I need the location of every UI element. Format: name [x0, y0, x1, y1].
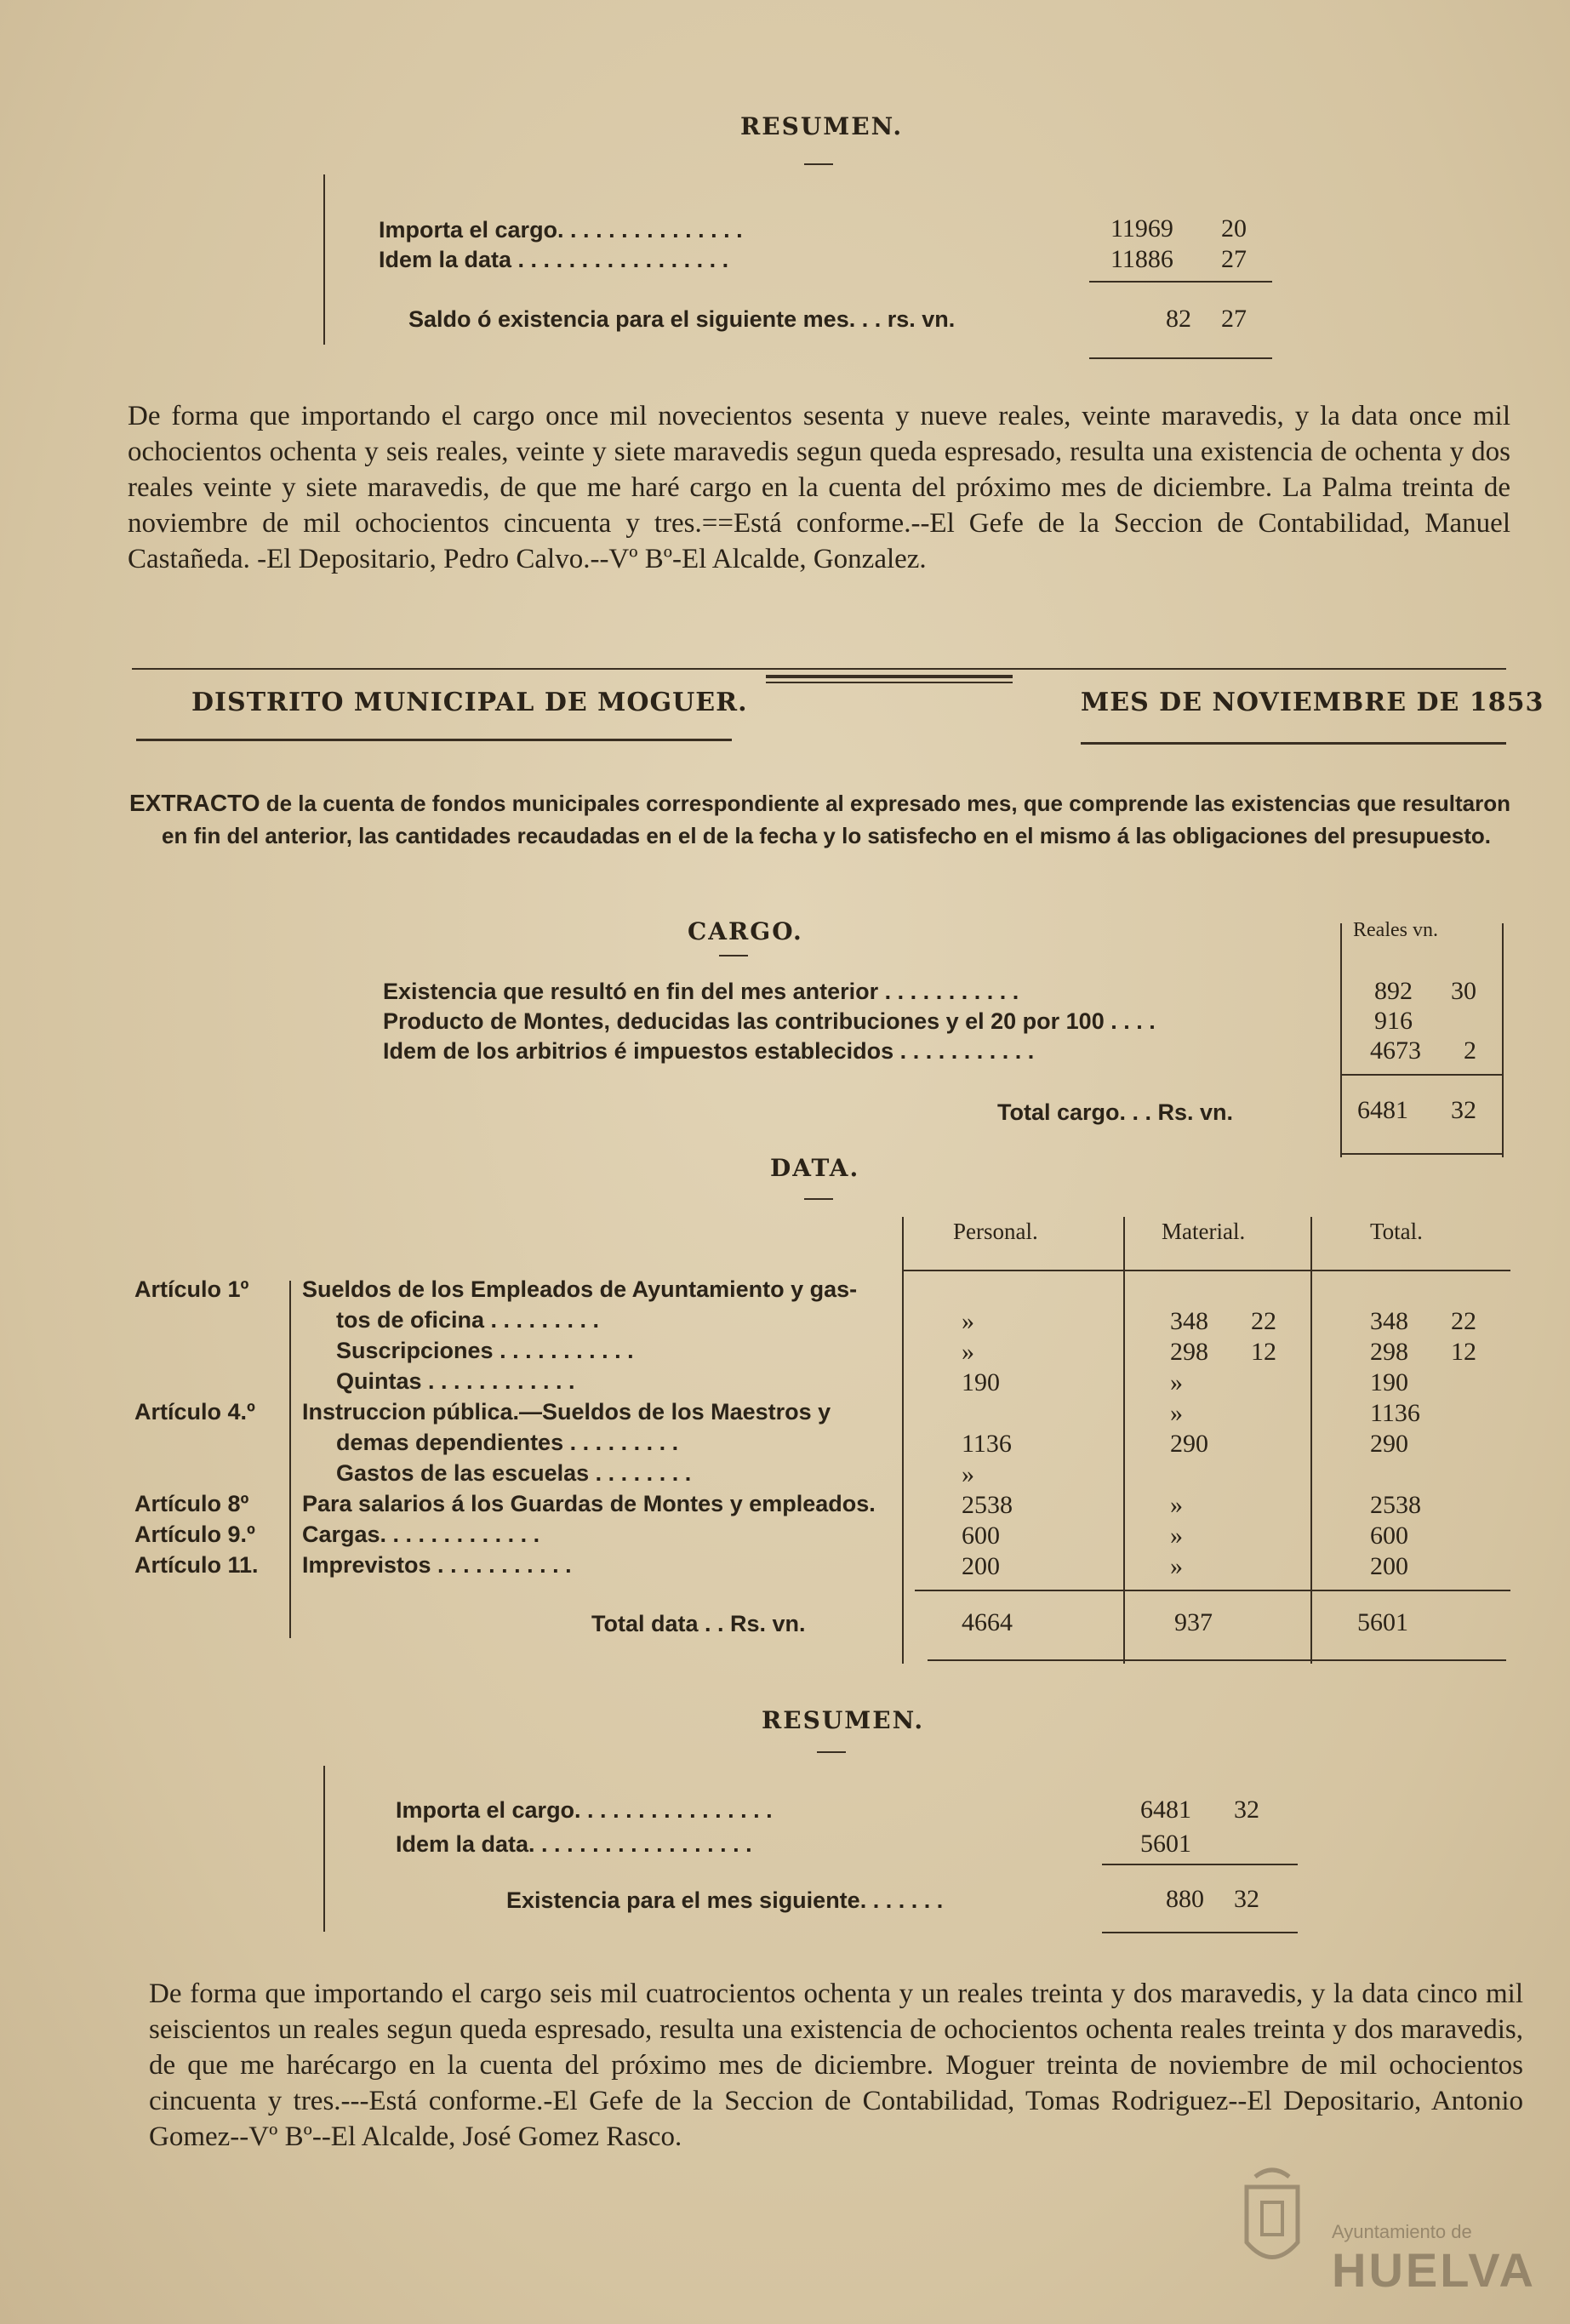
coat-of-arms-icon	[1234, 2161, 1310, 2281]
data-row-personal: 600	[962, 1522, 1000, 1550]
column-divider	[323, 1766, 325, 1932]
resumen2-existencia-amount: 880	[1166, 1885, 1204, 1913]
data-row-label: Sueldos de los Empleados de Ayuntamiento y gas-	[302, 1276, 858, 1302]
data-total-label: Total data . . Rs. vn.	[591, 1611, 806, 1636]
ornament-rule	[1081, 742, 1506, 745]
cargo-total-label: Total cargo. . . Rs. vn.	[997, 1099, 1234, 1125]
data-row-total: 190	[1370, 1368, 1408, 1396]
resumen1-cargo-label: Importa el cargo. . . . . . . . . . . . . . .	[379, 217, 743, 243]
sum-rule	[928, 1659, 1506, 1661]
cargo-column-header: Reales vn.	[1353, 919, 1438, 941]
district-name: DISTRITO MUNICIPAL DE MOGUER.	[191, 688, 748, 717]
data-row-label: Quintas . . . . . . . . . . . .	[336, 1368, 575, 1394]
header-material: Material.	[1162, 1219, 1246, 1244]
data-row-total: 298	[1370, 1338, 1408, 1366]
sum-rule	[1089, 281, 1272, 283]
data-total-total: 5601	[1357, 1608, 1408, 1636]
data-row-personal: »	[962, 1460, 974, 1488]
data-column-line	[1310, 1217, 1312, 1664]
resumen1-data-mrs: 27	[1221, 245, 1247, 273]
resumen1-cargo-amount: 11969	[1110, 214, 1173, 243]
cargo-column-line	[1340, 923, 1342, 1157]
closing-paragraph-la-palma: De forma que importando el cargo once mil novecientos sesenta y nueve reales, veinte maravedis, y la data once mil ochocientos ochenta y seis reales, veinte y siete maravedis segun queda espresado, resulta una existencia de ochenta y dos reales veinte y siete maravedis, de que me haré cargo en la cuenta del próximo mes de diciembre. La Palma treinta de noviembre de mil ochocientos cincuenta y tres.==Está conforme.--El Gefe de la Seccion de Contabilidad, Manuel Castañeda. -El Depositario, Pedro Calvo.--Vº Bº-El Alcalde, Gonzalez.	[128, 401, 1510, 574]
resumen2-cargo-mrs: 32	[1234, 1796, 1259, 1824]
data-row-personal: 190	[962, 1368, 1000, 1396]
sum-rule	[1102, 1932, 1298, 1933]
resumen2-title: RESUMEN.	[762, 1706, 925, 1734]
data-row-label: Suscripciones . . . . . . . . . . .	[336, 1338, 634, 1363]
extracto-text: de la cuenta de fondos municipales correspondiente al expresado mes, que comprende las existencias que resultaron en fin del anterior, las cantidades recaudadas en el de la fecha y lo satisfecho en el mismo á las obligaciones del presupuesto.	[162, 791, 1510, 848]
data-row-material-mrs: 22	[1251, 1307, 1276, 1335]
data-row-total: 200	[1370, 1552, 1408, 1580]
data-column-line	[1123, 1217, 1125, 1664]
cargo-row: Idem de los arbitrios é impuestos establecidos . . . . . . . . . . .	[383, 1038, 1035, 1064]
data-total-material: 937	[1174, 1608, 1213, 1636]
sum-rule	[1340, 1074, 1504, 1076]
data-row-label: demas dependientes . . . . . . . . .	[336, 1430, 679, 1455]
extracto-paragraph	[129, 787, 1540, 852]
cargo-column-line	[1502, 923, 1504, 1157]
resumen1-saldo-mrs: 27	[1221, 305, 1247, 333]
extracto-lead: EXTRACTO	[129, 790, 260, 816]
data-row-material: »	[1170, 1552, 1183, 1580]
data-row-label: Instruccion pública.—Sueldos de los Maestros y	[302, 1399, 831, 1425]
cargo-title: CARGO.	[688, 917, 803, 945]
data-row-article: Artículo 8º	[134, 1491, 249, 1516]
watermark-city: HUELVA	[1332, 2243, 1536, 2297]
title-rule	[719, 955, 748, 956]
header-total: Total.	[1370, 1219, 1423, 1244]
data-column-line	[902, 1217, 904, 1664]
data-row-personal: »	[962, 1307, 974, 1335]
data-row-total-mrs: 22	[1451, 1307, 1476, 1335]
sum-rule	[1102, 1864, 1298, 1865]
article-column-line	[289, 1281, 291, 1638]
ornament-rule	[766, 675, 1013, 678]
cargo-row-amount: 916	[1374, 1007, 1413, 1035]
resumen2-existencia-label: Existencia para el mes siguiente. . . . . . .	[506, 1887, 944, 1913]
resumen2-data-amount: 5601	[1140, 1830, 1191, 1858]
district-month: MES DE NOVIEMBRE DE 1853	[1081, 688, 1544, 717]
cargo-row-mrs: 2	[1464, 1036, 1476, 1065]
data-row-material: 298	[1170, 1338, 1208, 1366]
closing-paragraph-moguer: De forma que importando el cargo seis mil cuatrocientos ochenta y un reales treinta y dos maravedis, y la data cinco mil seiscientos un reales segun queda espresado, resulta una existencia de ochocientos ochenta reales treinta y dos maravedis, de que me harécargo en la cuenta del próximo mes de diciembre. Moguer treinta de noviembre de mil ochocientos cincuenta y tres.---Está conforme.-El Gefe de la Seccion de Contabilidad, Tomas Rodriguez--El Depositario, Antonio Gomez--Vº Bº--El Alcalde, José Gomez Rasco.	[149, 1979, 1523, 2152]
ornament-rule	[136, 739, 732, 741]
data-row-material: »	[1170, 1522, 1183, 1550]
header-personal: Personal.	[953, 1219, 1038, 1244]
section-divider	[132, 668, 1506, 670]
data-row-total: 348	[1370, 1307, 1408, 1335]
data-row-label: Imprevistos . . . . . . . . . . .	[302, 1552, 572, 1578]
data-row-personal: 200	[962, 1552, 1000, 1580]
cargo-row-mrs: 30	[1451, 977, 1476, 1005]
data-row-total-mrs: 12	[1451, 1338, 1476, 1366]
data-row-total: 600	[1370, 1522, 1408, 1550]
resumen1-data-label: Idem la data . . . . . . . . . . . . . . . . .	[379, 247, 729, 272]
resumen2-cargo-label: Importa el cargo. . . . . . . . . . . . . . . .	[396, 1797, 773, 1823]
data-row-label: tos de oficina . . . . . . . . .	[336, 1307, 600, 1333]
cargo-total-mrs: 32	[1451, 1096, 1476, 1124]
data-row-article: Artículo 1º	[134, 1276, 249, 1302]
data-row-label: Gastos de las escuelas . . . . . . . .	[336, 1460, 692, 1486]
resumen1-saldo-label: Saldo ó existencia para el siguiente mes. . . rs. vn.	[408, 306, 956, 332]
title-rule	[804, 1198, 833, 1200]
title-rule	[817, 1751, 846, 1753]
cargo-row: Existencia que resultó en fin del mes anterior . . . . . . . . . . .	[383, 979, 1019, 1004]
data-row-personal: 1136	[962, 1430, 1012, 1458]
data-row-personal: 2538	[962, 1491, 1013, 1519]
data-row-label: Para salarios á los Guardas de Montes y empleados.	[302, 1491, 876, 1516]
data-total-personal: 4664	[962, 1608, 1013, 1636]
cargo-column-line	[1340, 1153, 1504, 1155]
resumen1-title: RESUMEN.	[740, 112, 904, 140]
resumen1-saldo-amount: 82	[1166, 305, 1191, 333]
column-divider	[323, 174, 325, 345]
data-row-article: Artículo 9.º	[134, 1522, 255, 1547]
data-row-material: »	[1170, 1491, 1183, 1519]
title-rule	[804, 163, 833, 165]
cargo-row: Producto de Montes, deducidas las contribuciones y el 20 por 100 . . . .	[383, 1008, 1156, 1034]
sum-rule	[915, 1590, 1510, 1591]
cargo-row-amount: 4673	[1370, 1036, 1421, 1065]
data-row-total: 290	[1370, 1430, 1408, 1458]
data-header-rule	[902, 1270, 1510, 1271]
data-row-material: 348	[1170, 1307, 1208, 1335]
data-row-material: »	[1170, 1399, 1183, 1427]
cargo-row-amount: 892	[1374, 977, 1413, 1005]
resumen2-data-label: Idem la data. . . . . . . . . . . . . . . . . .	[396, 1831, 752, 1857]
data-row-total: 2538	[1370, 1491, 1421, 1519]
cargo-total-amount: 6481	[1357, 1096, 1408, 1124]
resumen2-cargo-amount: 6481	[1140, 1796, 1191, 1824]
resumen1-cargo-mrs: 20	[1221, 214, 1247, 243]
data-row-total: 1136	[1370, 1399, 1420, 1427]
resumen1-data-amount: 11886	[1110, 245, 1173, 273]
data-row-article: Artículo 4.º	[134, 1399, 255, 1425]
sum-rule	[1089, 357, 1272, 359]
data-row-material: 290	[1170, 1430, 1208, 1458]
watermark-org: Ayuntamiento de	[1332, 2221, 1472, 2242]
ornament-rule	[766, 682, 1013, 683]
data-row-personal: »	[962, 1338, 974, 1366]
resumen2-existencia-mrs: 32	[1234, 1885, 1259, 1913]
data-row-material-mrs: 12	[1251, 1338, 1276, 1366]
data-row-label: Cargas. . . . . . . . . . . . .	[302, 1522, 540, 1547]
data-row-material: »	[1170, 1368, 1183, 1396]
data-title: DATA.	[770, 1154, 860, 1182]
data-row-article: Artículo 11.	[134, 1552, 259, 1578]
